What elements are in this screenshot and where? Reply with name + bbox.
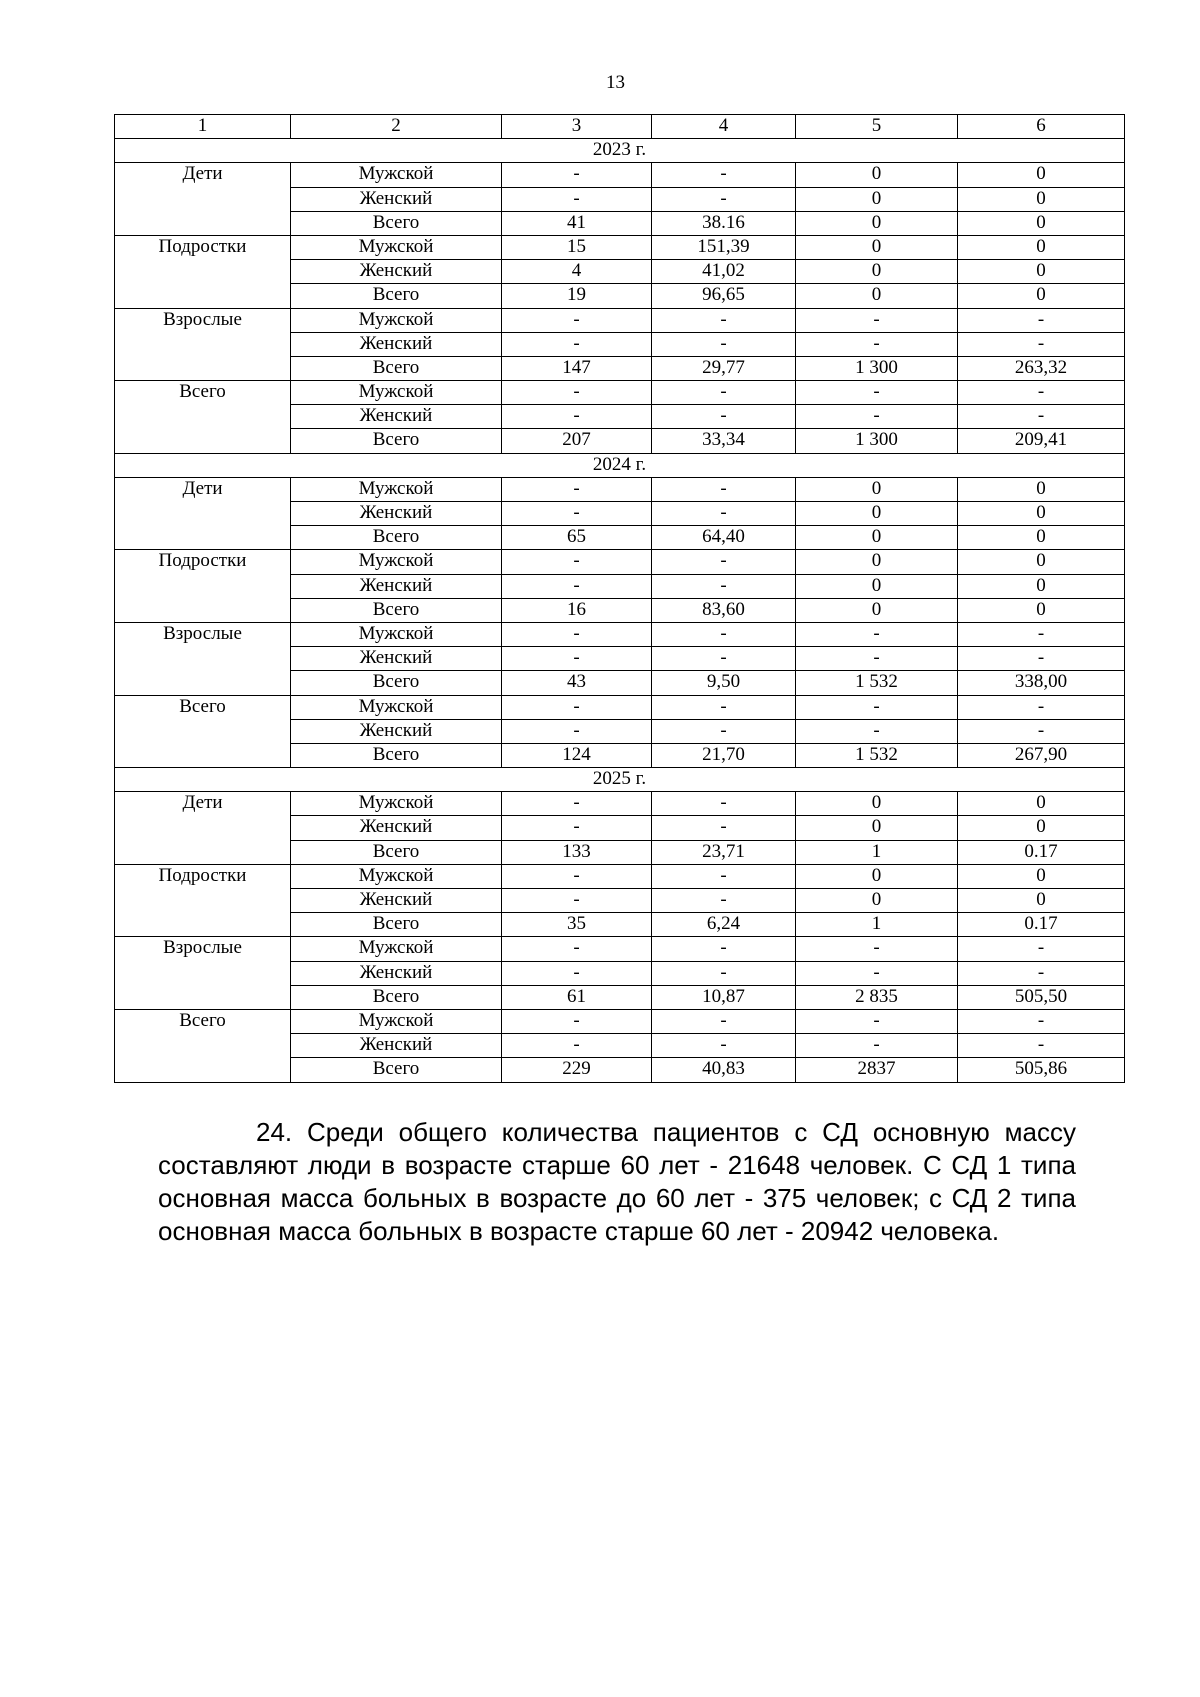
value-cell-col4: - <box>652 816 796 840</box>
value-cell-col3: - <box>502 816 652 840</box>
value-cell-col5: - <box>796 332 958 356</box>
value-cell-col3: 147 <box>502 356 652 380</box>
value-cell-col4: - <box>652 187 796 211</box>
value-cell-col6: 0 <box>958 864 1125 888</box>
value-cell-col5: 0 <box>796 187 958 211</box>
value-cell-col5: 0 <box>796 235 958 259</box>
value-cell-col6: 0 <box>958 889 1125 913</box>
sex-cell: Женский <box>291 574 502 598</box>
value-cell-col3: 41 <box>502 211 652 235</box>
value-cell-col4: - <box>652 961 796 985</box>
value-cell-col3: - <box>502 1009 652 1033</box>
value-cell-col5: 0 <box>796 864 958 888</box>
value-cell-col4: - <box>652 332 796 356</box>
value-cell-col3: - <box>502 502 652 526</box>
value-cell-col6: 263,32 <box>958 356 1125 380</box>
value-cell-col5: 0 <box>796 526 958 550</box>
value-cell-col6: - <box>958 308 1125 332</box>
value-cell-col3: - <box>502 647 652 671</box>
value-cell-col6: 0 <box>958 816 1125 840</box>
value-cell-col3: - <box>502 574 652 598</box>
sex-cell: Мужской <box>291 622 502 646</box>
value-cell-col5: 0 <box>796 260 958 284</box>
value-cell-col5: 0 <box>796 550 958 574</box>
column-header: 5 <box>796 115 958 139</box>
value-cell-col4: - <box>652 647 796 671</box>
sex-cell: Всего <box>291 598 502 622</box>
value-cell-col5: - <box>796 1034 958 1058</box>
sex-cell: Мужской <box>291 864 502 888</box>
value-cell-col3: - <box>502 937 652 961</box>
sex-cell: Мужской <box>291 381 502 405</box>
value-cell-col4: 23,71 <box>652 840 796 864</box>
year-row <box>115 453 1125 477</box>
value-cell-col3: - <box>502 477 652 501</box>
column-header: 6 <box>958 115 1125 139</box>
value-cell-col5: 0 <box>796 502 958 526</box>
value-cell-col6: 267,90 <box>958 743 1125 767</box>
value-cell-col3: 35 <box>502 913 652 937</box>
value-cell-col5: 0 <box>796 284 958 308</box>
value-cell-col3: - <box>502 961 652 985</box>
value-cell-col5: 0 <box>796 598 958 622</box>
value-cell-col6: - <box>958 332 1125 356</box>
value-cell-col5: 0 <box>796 816 958 840</box>
value-cell-col3: - <box>502 550 652 574</box>
sex-cell: Женский <box>291 889 502 913</box>
value-cell-col5: - <box>796 622 958 646</box>
value-cell-col6: 0 <box>958 477 1125 501</box>
value-cell-col5: 2837 <box>796 1058 958 1082</box>
value-cell-col4: 6,24 <box>652 913 796 937</box>
group-label: Всего <box>115 1009 291 1082</box>
table-row <box>115 695 1125 719</box>
value-cell-col6: 505,50 <box>958 985 1125 1009</box>
value-cell-col3: - <box>502 889 652 913</box>
group-label: Подростки <box>115 235 291 308</box>
value-cell-col5: - <box>796 937 958 961</box>
column-header: 4 <box>652 115 796 139</box>
value-cell-col6: 0 <box>958 574 1125 598</box>
value-cell-col3: - <box>502 792 652 816</box>
value-cell-col3: - <box>502 1034 652 1058</box>
sex-cell: Женский <box>291 187 502 211</box>
value-cell-col3: 229 <box>502 1058 652 1082</box>
group-label: Дети <box>115 477 291 550</box>
value-cell-col5: 1 <box>796 913 958 937</box>
value-cell-col4: - <box>652 937 796 961</box>
value-cell-col5: - <box>796 308 958 332</box>
value-cell-col4: - <box>652 574 796 598</box>
value-cell-col4: - <box>652 381 796 405</box>
value-cell-col4: - <box>652 719 796 743</box>
value-cell-col5: 0 <box>796 211 958 235</box>
group-label: Взрослые <box>115 622 291 695</box>
value-cell-col4: 33,34 <box>652 429 796 453</box>
column-header: 2 <box>291 115 502 139</box>
table-row <box>115 550 1125 574</box>
value-cell-col5: 1 532 <box>796 671 958 695</box>
sex-cell: Женский <box>291 961 502 985</box>
value-cell-col3: - <box>502 719 652 743</box>
year-label: 2024 г. <box>115 453 1125 477</box>
value-cell-col6: - <box>958 381 1125 405</box>
value-cell-col5: - <box>796 647 958 671</box>
value-cell-col6: 0.17 <box>958 840 1125 864</box>
value-cell-col4: - <box>652 695 796 719</box>
table-row <box>115 163 1125 187</box>
value-cell-col5: 0 <box>796 574 958 598</box>
value-cell-col4: 21,70 <box>652 743 796 767</box>
value-cell-col4: - <box>652 1009 796 1033</box>
sex-cell: Всего <box>291 284 502 308</box>
value-cell-col3: 65 <box>502 526 652 550</box>
value-cell-col3: 16 <box>502 598 652 622</box>
sex-cell: Мужской <box>291 550 502 574</box>
value-cell-col4: - <box>652 622 796 646</box>
group-label: Подростки <box>115 864 291 937</box>
value-cell-col3: 4 <box>502 260 652 284</box>
value-cell-col6: - <box>958 622 1125 646</box>
sex-cell: Всего <box>291 671 502 695</box>
group-label: Взрослые <box>115 308 291 381</box>
column-header: 1 <box>115 115 291 139</box>
value-cell-col4: 96,65 <box>652 284 796 308</box>
table-row <box>115 622 1125 646</box>
sex-cell: Всего <box>291 913 502 937</box>
value-cell-col4: - <box>652 550 796 574</box>
sex-cell: Женский <box>291 1034 502 1058</box>
value-cell-col6: - <box>958 719 1125 743</box>
value-cell-col6: - <box>958 1034 1125 1058</box>
sex-cell: Всего <box>291 526 502 550</box>
sex-cell: Женский <box>291 816 502 840</box>
value-cell-col5: 0 <box>796 163 958 187</box>
value-cell-col5: 1 300 <box>796 429 958 453</box>
value-cell-col4: 41,02 <box>652 260 796 284</box>
value-cell-col6: 0 <box>958 792 1125 816</box>
value-cell-col3: - <box>502 187 652 211</box>
value-cell-col5: - <box>796 961 958 985</box>
value-cell-col3: - <box>502 864 652 888</box>
table-row <box>115 381 1125 405</box>
value-cell-col3: - <box>502 308 652 332</box>
value-cell-col3: 19 <box>502 284 652 308</box>
sex-cell: Всего <box>291 429 502 453</box>
value-cell-col3: 15 <box>502 235 652 259</box>
value-cell-col4: 151,39 <box>652 235 796 259</box>
group-label: Дети <box>115 792 291 865</box>
sex-cell: Мужской <box>291 1009 502 1033</box>
value-cell-col4: - <box>652 1034 796 1058</box>
year-row <box>115 139 1125 163</box>
value-cell-col5: 1 <box>796 840 958 864</box>
sex-cell: Мужской <box>291 235 502 259</box>
table-row <box>115 864 1125 888</box>
value-cell-col3: - <box>502 405 652 429</box>
value-cell-col5: - <box>796 381 958 405</box>
sex-cell: Женский <box>291 332 502 356</box>
value-cell-col4: - <box>652 163 796 187</box>
value-cell-col4: 83,60 <box>652 598 796 622</box>
value-cell-col4: - <box>652 889 796 913</box>
sex-cell: Всего <box>291 840 502 864</box>
table-row <box>115 937 1125 961</box>
sex-cell: Мужской <box>291 477 502 501</box>
value-cell-col6: - <box>958 405 1125 429</box>
value-cell-col3: 43 <box>502 671 652 695</box>
value-cell-col6: 0 <box>958 187 1125 211</box>
table-body <box>115 115 1125 1083</box>
value-cell-col4: - <box>652 405 796 429</box>
value-cell-col6: - <box>958 937 1125 961</box>
value-cell-col6: 0 <box>958 526 1125 550</box>
value-cell-col3: - <box>502 695 652 719</box>
value-cell-col6: 209,41 <box>958 429 1125 453</box>
value-cell-col3: 133 <box>502 840 652 864</box>
value-cell-col6: 0 <box>958 235 1125 259</box>
sex-cell: Всего <box>291 356 502 380</box>
sex-cell: Женский <box>291 405 502 429</box>
value-cell-col3: - <box>502 332 652 356</box>
value-cell-col3: 124 <box>502 743 652 767</box>
sex-cell: Женский <box>291 502 502 526</box>
value-cell-col5: 0 <box>796 477 958 501</box>
sex-cell: Женский <box>291 260 502 284</box>
value-cell-col5: - <box>796 1009 958 1033</box>
table-header-row <box>115 115 1125 139</box>
value-cell-col6: 0 <box>958 550 1125 574</box>
value-cell-col6: 338,00 <box>958 671 1125 695</box>
sex-cell: Женский <box>291 719 502 743</box>
table-row <box>115 235 1125 259</box>
value-cell-col4: - <box>652 502 796 526</box>
group-label: Всего <box>115 695 291 768</box>
statistics-table <box>114 114 1125 1083</box>
value-cell-col4: - <box>652 308 796 332</box>
column-header: 3 <box>502 115 652 139</box>
value-cell-col3: 61 <box>502 985 652 1009</box>
value-cell-col4: 29,77 <box>652 356 796 380</box>
value-cell-col6: - <box>958 695 1125 719</box>
value-cell-col6: - <box>958 647 1125 671</box>
table-row <box>115 1009 1125 1033</box>
value-cell-col5: 1 300 <box>796 356 958 380</box>
value-cell-col4: 9,50 <box>652 671 796 695</box>
sex-cell: Всего <box>291 985 502 1009</box>
value-cell-col5: - <box>796 695 958 719</box>
value-cell-col5: 0 <box>796 792 958 816</box>
year-label: 2025 г. <box>115 768 1125 792</box>
sex-cell: Мужской <box>291 308 502 332</box>
sex-cell: Мужской <box>291 695 502 719</box>
value-cell-col4: 10,87 <box>652 985 796 1009</box>
value-cell-col6: 0 <box>958 260 1125 284</box>
sex-cell: Женский <box>291 647 502 671</box>
value-cell-col4: 38.16 <box>652 211 796 235</box>
group-label: Всего <box>115 381 291 454</box>
value-cell-col6: 0.17 <box>958 913 1125 937</box>
value-cell-col4: - <box>652 792 796 816</box>
value-cell-col4: 40,83 <box>652 1058 796 1082</box>
value-cell-col5: - <box>796 405 958 429</box>
value-cell-col3: - <box>502 622 652 646</box>
value-cell-col3: - <box>502 381 652 405</box>
value-cell-col6: 0 <box>958 284 1125 308</box>
sex-cell: Мужской <box>291 937 502 961</box>
value-cell-col4: - <box>652 477 796 501</box>
value-cell-col5: 1 532 <box>796 743 958 767</box>
sex-cell: Мужской <box>291 792 502 816</box>
value-cell-col6: 0 <box>958 211 1125 235</box>
sex-cell: Всего <box>291 743 502 767</box>
value-cell-col4: - <box>652 864 796 888</box>
value-cell-col3: 207 <box>502 429 652 453</box>
value-cell-col4: 64,40 <box>652 526 796 550</box>
group-label: Взрослые <box>115 937 291 1010</box>
value-cell-col6: 0 <box>958 163 1125 187</box>
table-row <box>115 477 1125 501</box>
group-label: Дети <box>115 163 291 236</box>
table-row <box>115 792 1125 816</box>
year-label: 2023 г. <box>115 139 1125 163</box>
value-cell-col5: 0 <box>796 889 958 913</box>
table-row <box>115 308 1125 332</box>
value-cell-col6: 0 <box>958 598 1125 622</box>
sex-cell: Мужской <box>291 163 502 187</box>
group-label: Подростки <box>115 550 291 623</box>
value-cell-col6: - <box>958 1009 1125 1033</box>
value-cell-col6: 505,86 <box>958 1058 1125 1082</box>
sex-cell: Всего <box>291 1058 502 1082</box>
value-cell-col3: - <box>502 163 652 187</box>
value-cell-col5: 2 835 <box>796 985 958 1009</box>
value-cell-col5: - <box>796 719 958 743</box>
value-cell-col6: 0 <box>958 502 1125 526</box>
page-number: 13 <box>606 72 625 93</box>
sex-cell: Всего <box>291 211 502 235</box>
body-paragraph: 24. Среди общего количества пациентов с СД основную массу составляют люди в возрасте старше 60 лет - 21648 человек. С СД 1 типа основная масса больных в возрасте до 60 лет - 375 человек; с СД 2 типа основная масса больных в возрасте старше 60 лет - 20942 человека. <box>158 1117 1076 1246</box>
year-row <box>115 768 1125 792</box>
value-cell-col6: - <box>958 961 1125 985</box>
